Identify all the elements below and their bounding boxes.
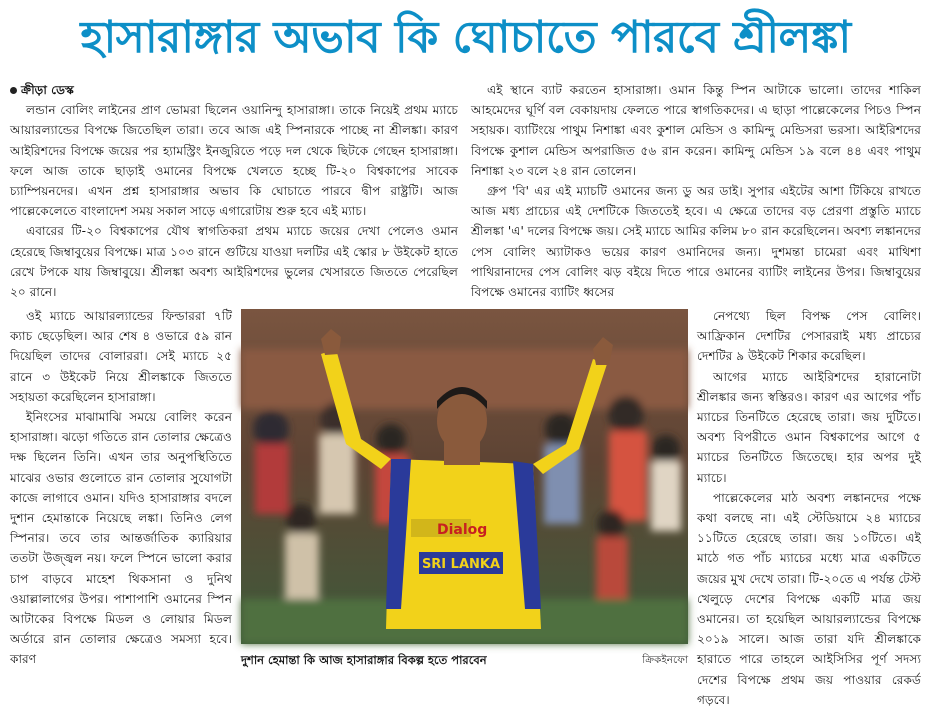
paragraph: এবারের টি-২০ বিশ্বকাপের যৌথ স্বাগতিকরা প্রথম ম্যাচে জয়ের দেখা পেলেও ওমান হেরেছে জিম্বাবুয়ের বিপক্ষে। মাত্র ১০৩ রানে গুটিয়ে যাওয়া দলটির এই স্কোর ৮ উইকেট হাতে রেখে টপকে যায় জিম্বাবুয়ে। শ্রীলঙ্কা অবশ্য আইরিশদের ভুলের খেসারতে জিততে পেরেছিল ২০ রানে। [10, 224, 458, 300]
byline [10, 80, 458, 100]
article-column-left-top [10, 80, 458, 306]
article-column-right-wrap [697, 306, 921, 707]
caption-text: দুশান হেমান্তা কি আজ হাসারাঙ্গার বিকল্প হতে পারবেন [241, 652, 487, 667]
paragraph: লন্ডান বোলিং লাইনের প্রাণ ভোমরা ছিলেন ওয়ানিন্দু হাসারাঙ্গা। তাকে নিয়েই প্রথম ম্যাচে আয়ারল্যান্ডের বিপক্ষে জিতেছিল তারা। তবে আজ এই স্পিনারকে পাচ্ছে না শ্রীলঙ্কা। কারণ আইরিশদের বিপক্ষে জয়ের পর হ্যামস্ট্রিং ইনজুরিতে পড়ে দল থেকে ছিটকে গেছেন হাসারাঙ্গা। ফলে আজ তাকে ছাড়াই ওমানের বিপক্ষে খেলতে হচ্ছে টি-২০ বিশ্বকাপের সাবেক চ্যাম্পিয়নদের। এখন প্রশ্ন হাসারাঙ্গার অভাব কি ঘোচাতে পারবে দ্বীপ রাষ্ট্রটি। আজ পাল্লেকেলেতে বাংলাদেশ সময় সকাল সাড়ে এগারোটায় শুরু হবে এই ম্যাচ। [10, 103, 458, 219]
byline-text: ক্রীড়া ডেস্ক [21, 83, 74, 97]
paragraph: আগের ম্যাচে আইরিশদের হারানোটা শ্রীলঙ্কার জন্য স্বস্তিরও। কারণ এর আগের পাঁচ ম্যাচের তিনটিতে হেরেছে তারা। জয় দুটিতে। অবশ্য বিপরীতে ওমান বিশ্বকাপের আগে ৫ ম্যাচের তিনটিতে জিতেছে। হার অপর দুই ম্যাচে। [697, 369, 921, 485]
paragraph: গ্রুপ 'বি' এর এই ম্যাচটি ওমানের জন্য ডু অর ডাই। সুপার এইটের আশা টিকিয়ে রাখতে আজ মধ্য প্রাচ্যের এই দেশটিকে জিততেই হবে। এ ক্ষেত্রে তাদের বড় প্রেরণা প্রস্তুতি ম্যাচে শ্রীলঙ্কা 'এ' দলের বিপক্ষে জয়। সেই ম্যাচে আমির কলিম ৮০ রান করেছিলেন। অবশ্য লঙ্কানদের পেস বোলিং অ্যাটাকও ভয়ের কারণ ওমানিদের জন্য। দুশমন্তা চামেরা এবং মাথিশা পাথিরানাদের পেস বোলিং ঝড় বইয়ে দিতে পারে ওমানের ব্যাটিং লাইনের উপর। জিম্বাবুয়ের বিপক্ষে ওমানের ব্যাটিং ধ্বসের [471, 184, 921, 300]
player-illustration [241, 309, 688, 644]
paragraph: এই স্থানে ব্যাট করতেন হাসারাঙ্গা। ওমান কিন্তু স্পিন আটাকে ভালো। তাদের শাকিল আহমেদের ঘূর্ণি বল বেকায়দায় ফেলতে পারে স্বাগতিকদের। এ ছাড়া পাল্লেকেলের পিচও স্পিন সহায়ক। ব্যাটিংয়ে পাথুম নিশাঙ্কা এবং কুশাল মেন্ডিস ও কামিন্দু মেন্ডিসরা ভরসা। আইরিশদের বিপক্ষে কুশাল মেন্ডিস অপরাজিত ৫৬ রান করেন। কামিন্দু মেন্ডিস ১৯ বলে ৪৪ এবং পাথুম নিশাঙ্কা ২৩ বলে ২৪ রান তোলেন। [471, 83, 921, 178]
paragraph: ওই ম্যাচে আয়ারল্যান্ডের ফিল্ডাররা ৭টি ক্যাচ ছেড়েছিল। আর শেষ ৪ ওভারে ৫৯ রান দিয়েছিল তাদের বোলাররা। সেই ম্যাচে ২৫ রানে ৩ উইকেট নিয়ে শ্রীলঙ্কাকে জিততে সহায়তা করেছিলেন হাসারাঙ্গা। [10, 309, 232, 404]
jersey-text: SRI LANKA [421, 557, 501, 572]
article-column-right-top [471, 80, 921, 306]
player-photo [241, 309, 688, 644]
photo-caption [241, 648, 688, 674]
headline: হাসারাঙ্গার অভাব কি ঘোচাতে পারবে শ্রীলঙ্কা [80, 11, 851, 63]
paragraph: পাল্লেকেলের মাঠ অবশ্য লঙ্কানদের পক্ষে কথা বলছে না। এই স্টেডিয়ামে ২৪ ম্যাচের ১১টিতে হেরেছে তারা। জয় ১০টিতে। এই মাঠে গত পাঁচ ম্যাচের মধ্যে মাত্র একটিতে জয়ের মুখ দেখে তারা। টি-২০তে এ পর্যন্ত টেস্ট খেলুড়ে দেশের বিপক্ষে একটি মাত্র জয় ওমানের। তা হয়েছিল আয়ারল্যান্ডের বিপক্ষে ২০১৯ সালে। আজ তারা যদি শ্রীলঙ্কাকে হারাতে পারে তাহলে আইসিসির পূর্ণ সদস্য দেশের বিপক্ষে প্রথম জয় পাওয়ার রেকর্ড গড়বে। [697, 490, 921, 707]
jersey-sponsor: Dialog [437, 522, 488, 538]
photo-credit: ক্রিকইনফো [642, 653, 688, 666]
paragraph: নেপথ্যে ছিল বিপক্ষ পেস বোলিং। আফ্রিকান দেশটির পেসাররাই মধ্য প্রাচ্যের দেশটির ৯ উইকেট শিকার করেছিল। [697, 309, 921, 364]
paragraph: ইনিংসের মাঝামাঝি সময়ে বোলিং করেন হাসারাঙ্গা। ঝড়ো গতিতে রান তোলার ক্ষেত্রেও দক্ষ ছিলেন তিনি। এখন তার অনুপস্থিতিতে মাঝের ওভার গুলোতে রান তোলার সুযোগটা কাজে লাগাবে ওমান। যদিও হাসারাঙ্গার বদলে দুশান হেমান্তাকে নিয়েছে লঙ্কা। তিনিও লেগ স্পিনার। তবে তার আন্তর্জাতিক ক্যারিয়ার ততটা উজ্জ্বল নয়। ফলে স্পিনে ভালো করার চাপ বাড়বে মাহেশ থিকসানা ও দুনিথ ওয়াল্লালাগের উপর। পাশাপাশি ওমানের স্পিন আটাকের বিপক্ষে মিডল ও লোয়ার মিডল অর্ডারে রান তোলার ক্ষেত্রেও সমস্যা হবে। কারণ [10, 410, 232, 667]
bullet-icon [10, 87, 17, 94]
article-column-left-wrap [10, 306, 232, 672]
